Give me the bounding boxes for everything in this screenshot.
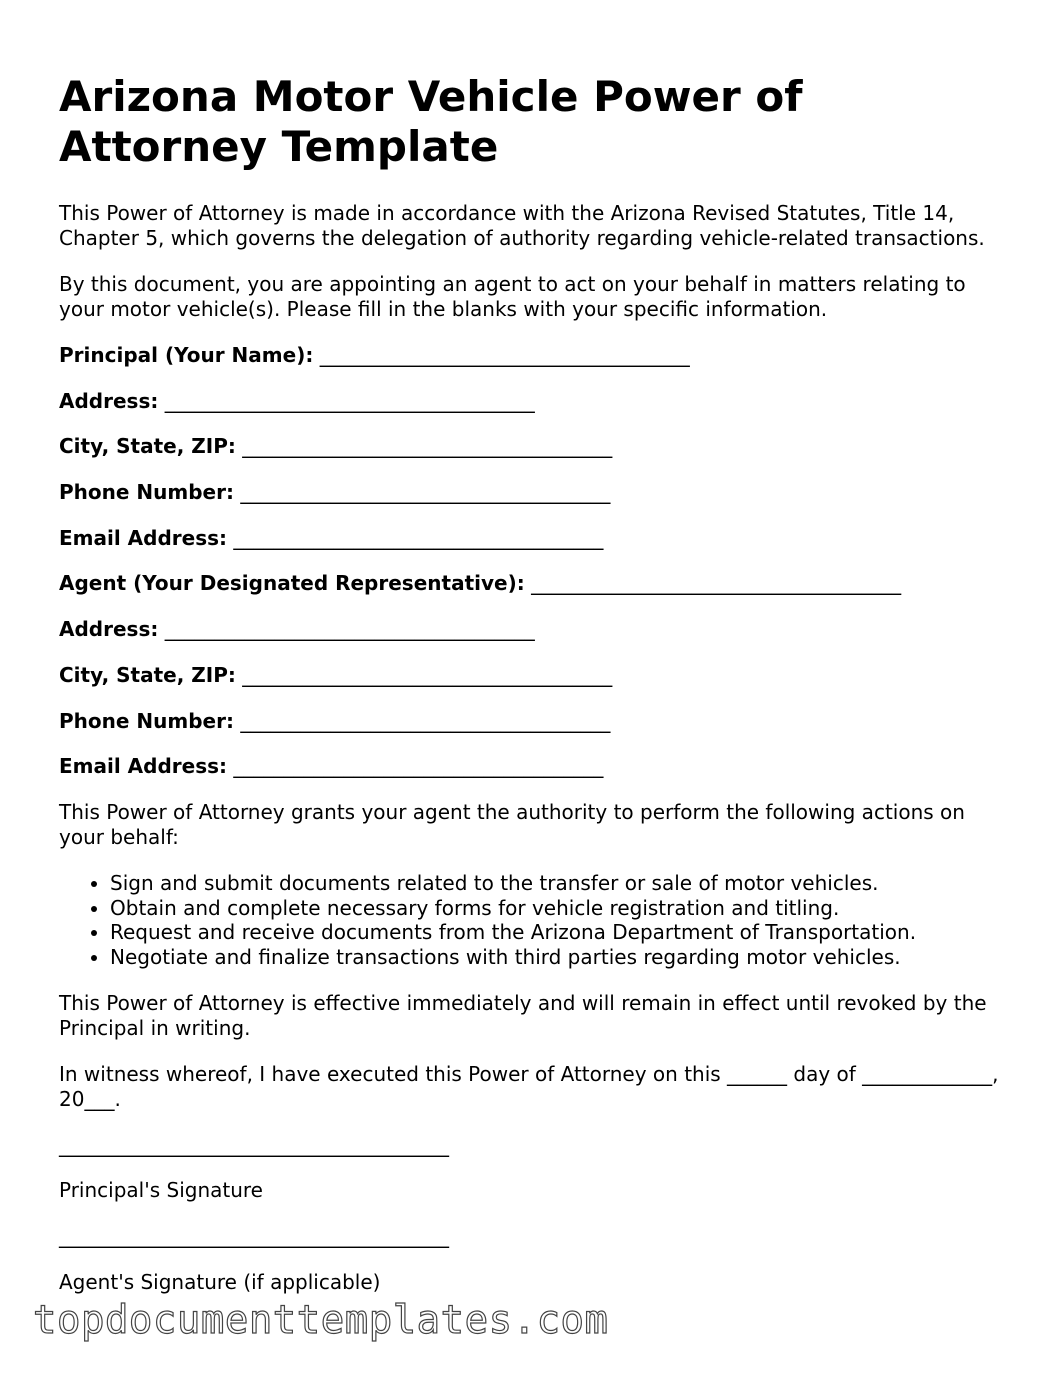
agent-city-state-zip-field[interactable]: [59, 663, 1009, 688]
agent-email-field[interactable]: [59, 754, 1009, 779]
list-item: • Sign and submit documents related to the transfer or sale of motor vehicles.: [110, 871, 1009, 896]
field-blank[interactable]: _____________________________________: [233, 754, 604, 779]
agent-signature-line[interactable]: _______________________________________: [59, 1224, 449, 1249]
principal-section: [59, 343, 1009, 551]
witness-paragraph[interactable]: In witness whereof, I have executed this Power of Attorney on this ______ day of _____________, 20___.: [59, 1061, 999, 1111]
principal-email-field[interactable]: [59, 526, 1009, 551]
field-label: Email Address:: [59, 754, 228, 779]
watermark: topdocumenttemplates.com: [33, 1298, 609, 1343]
field-label: Phone Number:: [59, 708, 234, 733]
field-label: Phone Number:: [59, 480, 234, 505]
powers-list: [59, 871, 1009, 970]
field-blank[interactable]: _____________________________________: [233, 525, 604, 550]
agent-name-field[interactable]: [59, 571, 1009, 596]
field-blank[interactable]: _____________________________________: [242, 434, 613, 459]
intro-paragraph-1: This Power of Attorney is made in accordance with the Arizona Revised Statutes, Title 14, Chapter 5, which governs the delegation of authority regarding vehicle-related transactions.: [59, 201, 985, 250]
field-label: Principal (Your Name):: [59, 343, 314, 367]
field-blank[interactable]: _____________________________________: [242, 662, 613, 687]
principal-phone-field[interactable]: [59, 480, 1009, 505]
principal-signature-line[interactable]: _______________________________________: [59, 1132, 449, 1157]
effective-paragraph: This Power of Attorney is effective immediately and will remain in effect until revoked by the Principal in writing.: [59, 990, 987, 1040]
field-label: Email Address:: [59, 525, 228, 550]
principal-address-field[interactable]: [59, 389, 1009, 414]
agent-section: [59, 571, 1009, 779]
field-label: Address:: [59, 617, 159, 642]
field-blank[interactable]: _____________________________________: [319, 343, 690, 367]
field-label: City, State, ZIP:: [59, 434, 236, 459]
field-blank[interactable]: _____________________________________: [240, 708, 611, 733]
intro-paragraph-2: By this document, you are appointing an agent to act on your behalf in matters relating to your motor vehicle(s). Please fill in the blanks with your specific information.: [59, 272, 966, 321]
principal-signature-label: Principal's Signature: [59, 1178, 263, 1203]
field-blank[interactable]: _____________________________________: [164, 388, 535, 413]
field-label: Address:: [59, 388, 159, 413]
document-title: Arizona Motor Vehicle Power of Attorney Template: [59, 72, 803, 171]
principal-city-state-zip-field[interactable]: [59, 434, 1009, 459]
field-blank[interactable]: _____________________________________: [164, 617, 535, 642]
document-page: [59, 72, 1009, 1315]
agent-signature-label: Agent's Signature (if applicable): [59, 1269, 381, 1294]
list-item: • Negotiate and finalize transactions with third parties regarding motor vehicles.: [110, 945, 1009, 970]
field-label: City, State, ZIP:: [59, 662, 236, 687]
list-item: • Request and receive documents from the Arizona Department of Transportation.: [110, 920, 1009, 945]
list-item: • Obtain and complete necessary forms for vehicle registration and titling.: [110, 896, 1009, 921]
agent-phone-field[interactable]: [59, 709, 1009, 734]
field-blank[interactable]: _____________________________________: [531, 571, 902, 596]
agent-address-field[interactable]: [59, 617, 1009, 642]
field-label: Agent (Your Designated Representative):: [59, 571, 525, 596]
powers-intro: This Power of Attorney grants your agent the authority to perform the following actions on your behalf:: [59, 799, 965, 849]
principal-name-field[interactable]: [59, 343, 1009, 368]
field-blank[interactable]: _____________________________________: [240, 480, 611, 505]
